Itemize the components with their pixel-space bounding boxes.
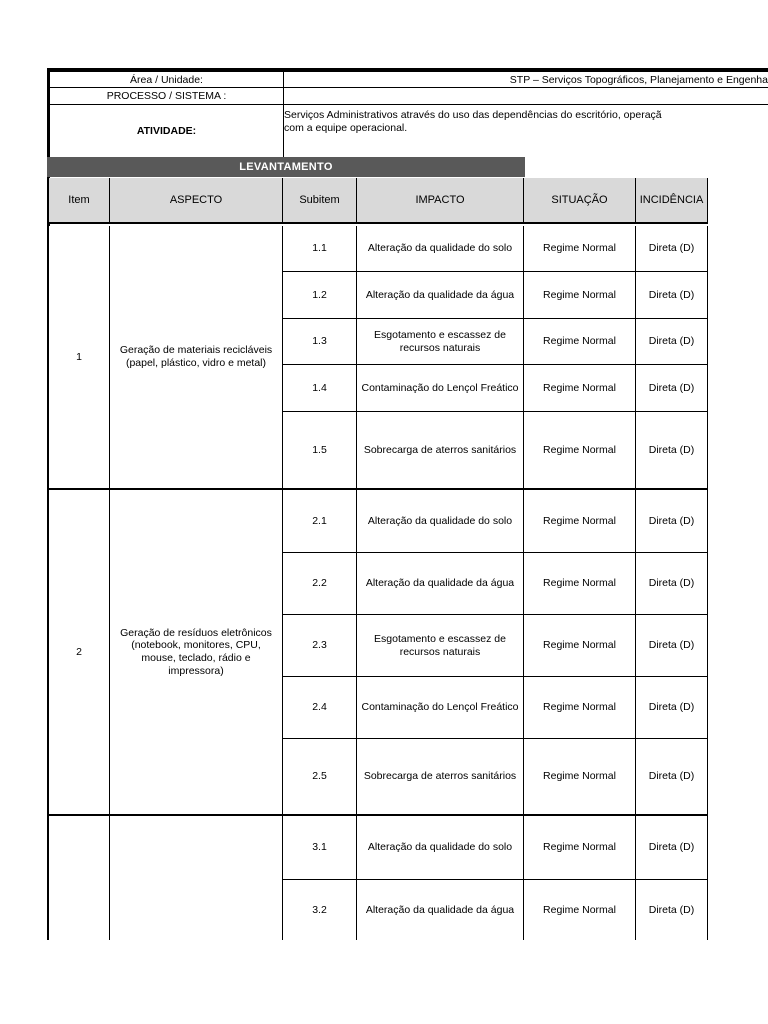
situacao-cell: Regime Normal	[524, 615, 636, 677]
situacao-cell: Regime Normal	[524, 412, 636, 489]
col-header-incidencia: INCIDÊNCIA	[636, 178, 708, 224]
subitem-cell: 1.1	[283, 226, 357, 272]
incidencia-cell: Direta (D)	[636, 490, 708, 553]
situacao-cell: Regime Normal	[524, 816, 636, 880]
col-header-situacao: SITUAÇÃO	[524, 178, 636, 224]
situacao-cell: Regime Normal	[524, 365, 636, 412]
processo-label: PROCESSO / SISTEMA :	[50, 88, 284, 104]
item-cell: 1	[47, 226, 110, 489]
subitem-cell: 3.1	[283, 816, 357, 880]
subitem-cell: 3.2	[283, 880, 357, 940]
processo-value	[284, 88, 768, 104]
situacao-cell: Regime Normal	[524, 319, 636, 365]
area-value: STP – Serviços Topográficos, Planejamento e Engenha	[509, 73, 768, 86]
incidencia-cell: Direta (D)	[636, 677, 708, 739]
subitem-cell: 1.3	[283, 319, 357, 365]
incidencia-cell: Direta (D)	[636, 816, 708, 880]
incidencia-cell: Direta (D)	[636, 272, 708, 319]
incidencia-cell: Direta (D)	[636, 319, 708, 365]
item-cell: 2	[47, 490, 110, 815]
atividade-value	[284, 105, 768, 157]
col-header-item: Item	[47, 178, 110, 224]
incidencia-cell: Direta (D)	[636, 880, 708, 940]
impacto-cell: Alteração da qualidade do solo	[357, 816, 524, 880]
impacto-cell: Alteração da qualidade da água	[357, 553, 524, 615]
situacao-cell: Regime Normal	[524, 880, 636, 940]
subitem-cell: 1.5	[283, 412, 357, 489]
subitem-cell: 1.2	[283, 272, 357, 319]
subitem-cell: 2.5	[283, 739, 357, 815]
aspecto-cell	[110, 816, 283, 940]
atividade-value-line2: com a equipe operacional.	[284, 122, 408, 134]
col-header-subitem: Subitem	[283, 178, 357, 224]
item-cell	[47, 816, 110, 940]
atividade-row	[47, 105, 768, 157]
col-header-impacto: IMPACTO	[357, 178, 524, 224]
situacao-cell: Regime Normal	[524, 490, 636, 553]
impacto-cell: Contaminação do Lençol Freático	[357, 677, 524, 739]
atividade-value-line1: Serviços Administrativos através do uso das dependências do escritório, operaçã	[284, 109, 662, 121]
subitem-cell: 2.4	[283, 677, 357, 739]
impacto-cell: Sobrecarga de aterros sanitários	[357, 412, 524, 489]
impacto-cell: Contaminação do Lençol Freático	[357, 365, 524, 412]
impacto-cell: Alteração da qualidade da água	[357, 272, 524, 319]
incidencia-cell: Direta (D)	[636, 739, 708, 815]
situacao-cell: Regime Normal	[524, 677, 636, 739]
incidencia-cell: Direta (D)	[636, 412, 708, 489]
atividade-label: ATIVIDADE:	[50, 105, 284, 157]
subitem-cell: 2.3	[283, 615, 357, 677]
subitem-cell: 2.1	[283, 490, 357, 553]
area-row	[47, 71, 768, 88]
situacao-cell: Regime Normal	[524, 739, 636, 815]
situacao-cell: Regime Normal	[524, 272, 636, 319]
section-bar-right	[525, 157, 768, 177]
processo-row	[47, 88, 768, 105]
impacto-cell: Alteração da qualidade da água	[357, 880, 524, 940]
subitem-cell: 1.4	[283, 365, 357, 412]
incidencia-cell: Direta (D)	[636, 615, 708, 677]
incidencia-cell: Direta (D)	[636, 226, 708, 272]
impacto-cell: Esgotamento e escassez de recursos naturais	[357, 615, 524, 677]
area-label: Área / Unidade:	[50, 72, 284, 87]
section-title-levantamento: LEVANTAMENTO	[47, 157, 525, 177]
impacto-cell: Esgotamento e escassez de recursos naturais	[357, 319, 524, 365]
aspecto-cell: Geração de resíduos eletrônicos (notebook, monitores, CPU, mouse, teclado, rádio e impressora)	[110, 490, 283, 815]
subitem-cell: 2.2	[283, 553, 357, 615]
impacto-cell: Alteração da qualidade do solo	[357, 490, 524, 553]
situacao-cell: Regime Normal	[524, 226, 636, 272]
incidencia-cell: Direta (D)	[636, 365, 708, 412]
impacto-cell: Alteração da qualidade do solo	[357, 226, 524, 272]
impacto-cell: Sobrecarga de aterros sanitários	[357, 739, 524, 815]
incidencia-cell: Direta (D)	[636, 553, 708, 615]
situacao-cell: Regime Normal	[524, 553, 636, 615]
aspecto-cell: Geração de materiais recicláveis (papel, plástico, vidro e metal)	[110, 226, 283, 489]
col-header-aspecto: ASPECTO	[110, 178, 283, 224]
